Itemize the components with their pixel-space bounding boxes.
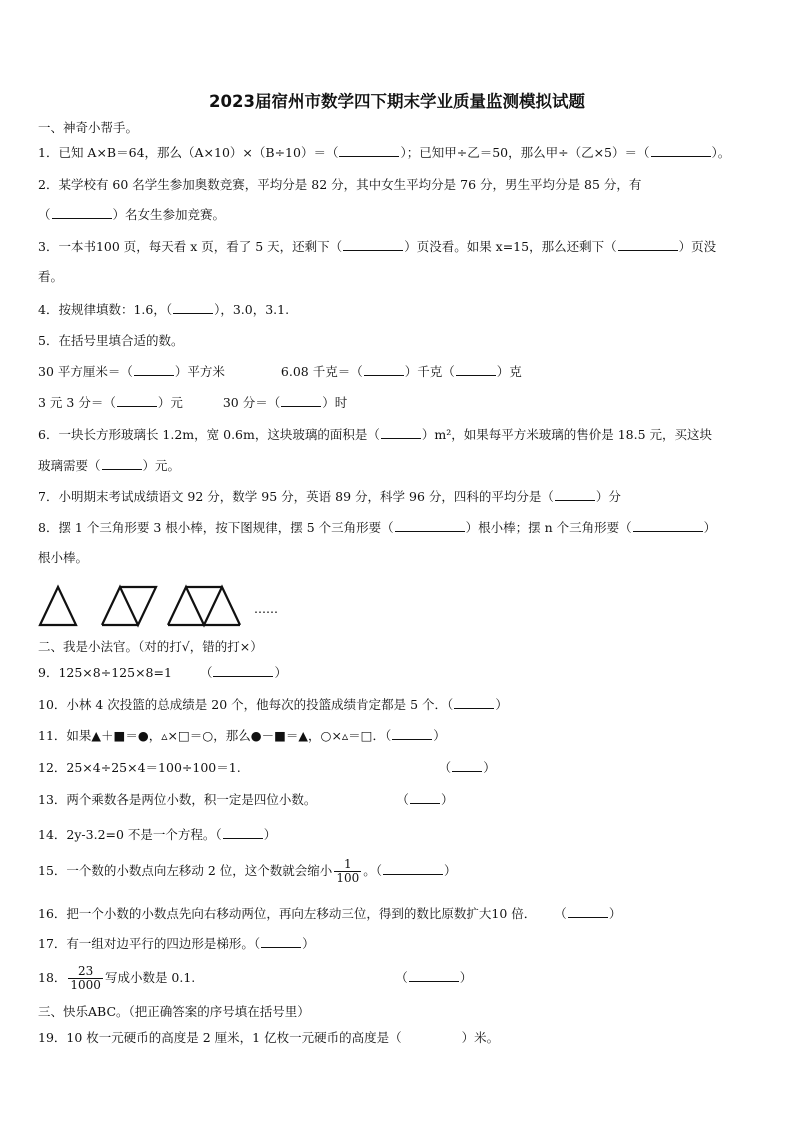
answer-blank[interactable]: [213, 665, 273, 677]
question-2: 2．某学校有 60 名学生参加奥数竞赛，平均分是 82 分，其中女生平均分是 76 分，男生平均分是 85 分，有: [38, 177, 642, 192]
question-15: 15．一个数的小数点向左移动 2 位，这个数就会缩小 $\frac{1}{100}$ 。（ ）: [38, 857, 457, 885]
section-3-heading: 三、快乐ABC。（把正确答案的序号填在括号里）: [38, 1004, 310, 1019]
question-18: 18． $\frac{23}{1000}$ 写成小数是 0.1. （ ）: [38, 964, 473, 992]
answer-blank[interactable]: [452, 760, 482, 772]
answer-blank[interactable]: [456, 364, 496, 376]
answer-blank[interactable]: [117, 395, 157, 407]
answer-blank[interactable]: [52, 207, 112, 219]
question-2-cont: （ ）名女生参加竞赛。: [38, 207, 226, 222]
answer-blank[interactable]: [173, 302, 213, 314]
answer-blank[interactable]: [343, 239, 403, 251]
answer-blank[interactable]: [568, 906, 608, 918]
question-19: 19．10 枚一元硬币的高度是 2 厘米，1 亿枚一元硬币的高度是（ ）米。: [38, 1030, 500, 1045]
question-6-cont: 玻璃需要（ ）元。: [38, 458, 181, 473]
answer-blank[interactable]: [281, 395, 321, 407]
triangle-pattern-figure: [38, 584, 298, 628]
answer-blank[interactable]: [381, 427, 421, 439]
answer-blank[interactable]: [395, 520, 465, 532]
page-title: 2023届宿州市数学四下期末学业质量监测模拟试题: [209, 92, 585, 111]
answer-blank[interactable]: [392, 728, 432, 740]
question-5-row-2: 3 元 3 分＝（ ）元 30 分＝（ ）时: [38, 395, 348, 410]
answer-blank[interactable]: [454, 697, 494, 709]
answer-blank[interactable]: [410, 792, 440, 804]
triangle-one: [40, 587, 76, 625]
question-13: 13．两个乘数各是两位小数，积一定是四位小数。 （ ）: [38, 792, 454, 807]
answer-blank[interactable]: [261, 936, 301, 948]
question-8: 8．摆 1 个三角形要 3 根小棒，按下图规律，摆 5 个三角形要（ ）根小棒；摆 n 个三角形要（ ）: [38, 520, 717, 535]
fraction-23-over-1000: $\frac{23}{1000}$: [70, 964, 101, 992]
answer-blank[interactable]: [383, 863, 443, 875]
fraction-one-hundredth: $\frac{1}{100}$: [336, 857, 360, 885]
answer-blank[interactable]: [364, 364, 404, 376]
question-3-cont: 看。: [38, 269, 64, 284]
answer-blank[interactable]: [651, 145, 711, 157]
question-7: 7．小明期末考试成绩语文 92 分，数学 95 分，英语 89 分，科学 96 分，四科的平均分是（ ）分: [38, 489, 621, 504]
answer-blank[interactable]: [618, 239, 678, 251]
question-8-cont: 根小棒。: [38, 550, 89, 565]
question-5-row-1: 30 平方厘米＝（ ）平方米 6.08 千克＝（ ）千克（ ）克: [38, 364, 522, 379]
section-2-heading: 二、我是小法官。（对的打√，错的打×）: [38, 639, 263, 654]
answer-blank[interactable]: [223, 827, 263, 839]
triangle-two: [102, 587, 156, 625]
question-6: 6．一块长方形玻璃长 1.2m，宽 0.6m，这块玻璃的面积是（ ）m²，如果每平方米玻璃的售价是 18.5 元，买这块: [38, 427, 713, 442]
question-3: 3．一本书100 页，每天看 x 页，看了 5 天，还剩下（ ）页没看。如果 x=15，那么还剩下（ ）页没: [38, 239, 717, 254]
question-11: 11．如果▲＋■＝●，▵×□＝○，那么●－■＝▲，○×▵＝□．（ ）: [38, 728, 446, 743]
question-10: 10．小林 4 次投篮的总成绩是 20 个，他每次的投篮成绩肯定都是 5 个．（ ）: [38, 697, 508, 712]
question-5: 5．在括号里填合适的数。: [38, 333, 184, 348]
answer-blank[interactable]: [555, 489, 595, 501]
ellipsis-text: ……: [254, 602, 278, 616]
answer-blank[interactable]: [134, 364, 174, 376]
question-17: 17．有一组对边平行的四边形是梯形。（ ）: [38, 936, 315, 951]
question-4: 4．按规律填数：1.6，（ ），3.0，3.1.: [38, 302, 290, 317]
answer-blank[interactable]: [409, 970, 459, 982]
answer-blank[interactable]: [102, 458, 142, 470]
question-12: 12．25×4÷25×4＝100÷100＝1. （ ）: [38, 760, 496, 775]
question-14: 14．2y-3.2=0 不是一个方程。（ ）: [38, 827, 277, 842]
answer-blank[interactable]: [339, 145, 399, 157]
question-9: 9．125×8÷125×8=1 （ ）: [38, 665, 287, 680]
question-16: 16．把一个小数的小数点先向右移动两位，再向左移动三位，得到的数比原数扩大10 倍． （ ）: [38, 906, 622, 921]
triangle-three: [168, 587, 240, 625]
question-1: 1．已知 A×B＝64，那么（A×10）×（B÷10）＝（ ）；已知甲÷乙＝50，那么甲÷（乙×5）＝（ ）。: [38, 145, 731, 160]
section-1-heading: 一、神奇小帮手。: [38, 120, 139, 135]
answer-blank[interactable]: [633, 520, 703, 532]
